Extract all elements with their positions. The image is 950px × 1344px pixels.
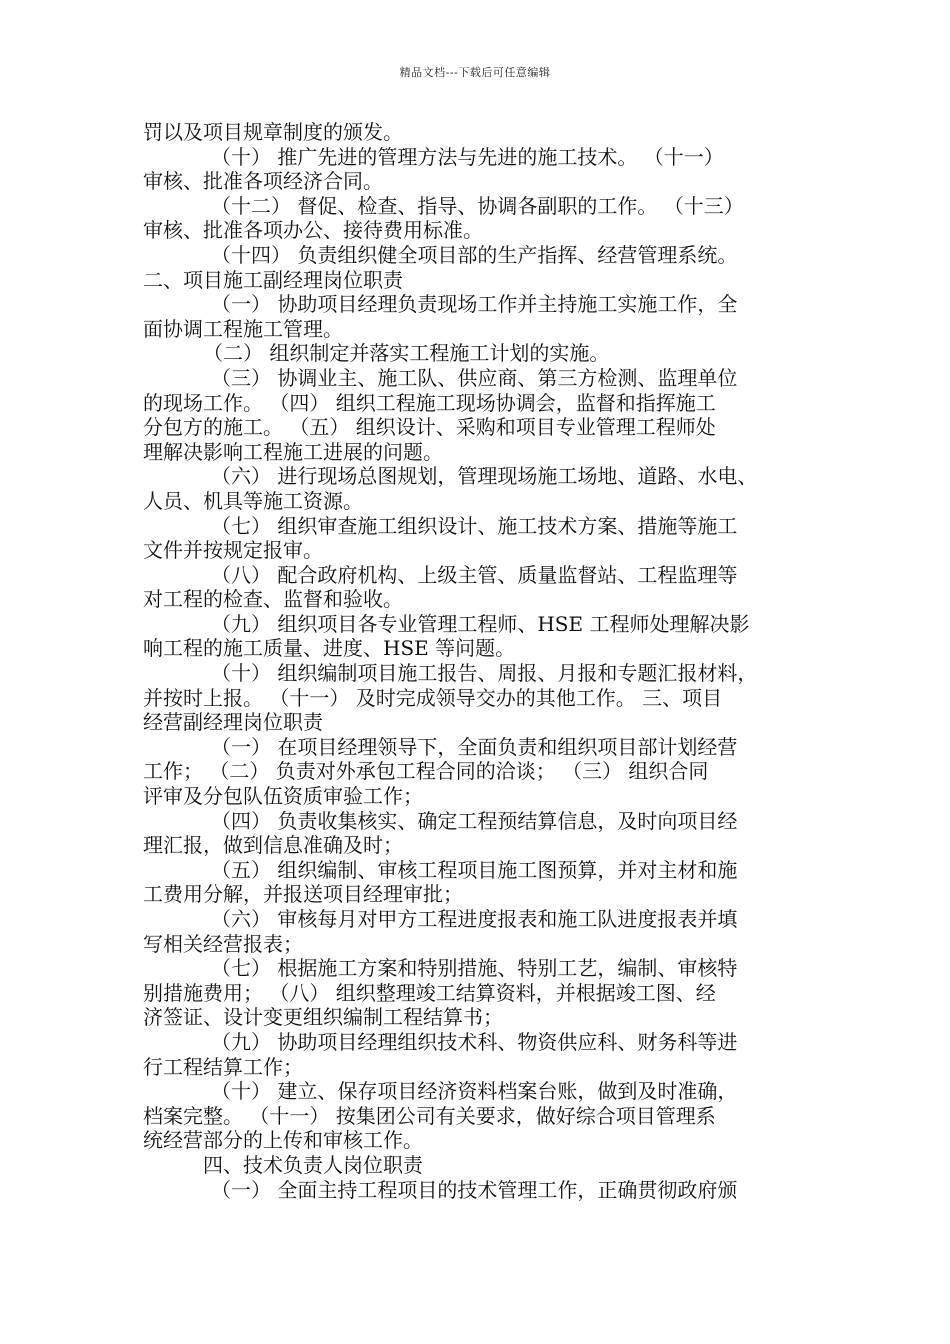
- text-line: 统经营部分的上传和审核工作。: [143, 1128, 423, 1153]
- page-header: 精品文档---下载后可任意编辑: [399, 66, 551, 79]
- text-line: 行工程结算工作；: [143, 1054, 303, 1079]
- text-line: 罚以及项目规章制度的颁发。: [143, 120, 403, 144]
- text-line: （十） 推广先进的管理方法与先进的施工技术。 （十一）: [211, 144, 724, 169]
- text-line: （十） 建立、保存项目经济资料档案台账，做到及时准确，: [211, 1079, 738, 1104]
- document-body: [143, 120, 823, 1202]
- text-line: （十二） 督促、检查、指导、协调各副职的工作。 （十三）: [211, 193, 744, 218]
- text-line: 二、项目施工副经理岗位职责: [143, 267, 403, 292]
- text-line: 济签证、设计变更组织编制工程结算书；: [143, 1005, 503, 1030]
- text-line: 分包方的施工。 （五） 组织设计、采购和项目专业管理工程师处: [143, 415, 716, 440]
- text-line: 审核、批准各项经济合同。: [143, 169, 383, 194]
- text-line: （七） 根据施工方案和特别措施、特别工艺，编制、审核特: [211, 956, 738, 981]
- text-line: 理解决影响工程施工进展的问题。: [143, 439, 443, 464]
- text-line: （五） 组织编制、审核工程项目施工图预算，并对主材和施: [211, 857, 738, 882]
- text-line: 的现场工作。 （四） 组织工程施工现场协调会，监督和指挥施工: [143, 390, 716, 415]
- text-line: （二） 组织制定并落实工程施工计划的实施。: [203, 341, 610, 366]
- text-line: 面协调工程施工管理。: [143, 316, 343, 341]
- text-line: （八） 配合政府机构、上级主管、质量监督站、工程监理等: [211, 562, 738, 587]
- text-line: 文件并按规定报审。: [143, 538, 323, 563]
- text-line: （一） 全面主持工程项目的技术管理工作，正确贯彻政府颁: [211, 1177, 738, 1202]
- text-line: 写相关经营报表；: [143, 931, 303, 956]
- text-line: 工费用分解，并报送项目经理审批；: [143, 882, 463, 907]
- text-line: 人员、机具等施工资源。: [143, 488, 363, 513]
- text-line: （十四） 负责组织健全项目部的生产指挥、经营管理系统。: [211, 242, 738, 267]
- text-line: （三） 协调业主、施工队、供应商、第三方检测、监理单位: [211, 365, 738, 390]
- text-line: （九） 协助项目经理组织技术科、物资供应科、财务科等进: [211, 1029, 738, 1054]
- text-line: 响工程的施工质量、进度、HSE 等问题。: [143, 636, 516, 661]
- text-line: 审核、批准各项办公、接待费用标准。: [143, 218, 483, 243]
- text-line: （一） 协助项目经理负责现场工作并主持施工实施工作，全: [211, 292, 738, 317]
- text-line: 评审及分包队伍资质审验工作；: [143, 784, 423, 809]
- text-line: 经营副经理岗位职责: [143, 710, 323, 735]
- text-line: （十） 组织编制项目施工报告、周报、月报和专题汇报材料，: [211, 661, 758, 686]
- text-line: 对工程的检查、监督和验收。: [143, 587, 403, 612]
- text-line: 工作； （二） 负责对外承包工程合同的洽谈； （三） 组织合同: [143, 759, 709, 784]
- text-line: （六） 进行现场总图规划，管理现场施工场地、道路、水电、: [211, 464, 758, 489]
- text-line: （七） 组织审查施工组织设计、施工技术方案、措施等施工: [211, 513, 738, 538]
- text-line: 并按时上报。 （十一） 及时完成领导交办的其他工作。 三、项目: [143, 685, 723, 710]
- text-line: 别措施费用； （八） 组织整理竣工结算资料，并根据竣工图、经: [143, 980, 716, 1005]
- text-line: （四） 负责收集核实、确定工程预结算信息，及时向项目经: [211, 808, 738, 833]
- text-line: 档案完整。 （十一） 按集团公司有关要求，做好综合项目管理系: [143, 1103, 716, 1128]
- text-line: 四、技术负责人岗位职责: [203, 1152, 423, 1177]
- text-line: 理汇报，做到信息准确及时；: [143, 833, 403, 858]
- text-line: （九） 组织项目各专业管理工程师、HSE 工程师处理解决影: [211, 611, 750, 636]
- text-line: （六） 审核每月对甲方工程进度报表和施工队进度报表并填: [211, 907, 738, 931]
- text-line: （一） 在项目经理领导下，全面负责和组织项目部计划经营: [211, 734, 738, 759]
